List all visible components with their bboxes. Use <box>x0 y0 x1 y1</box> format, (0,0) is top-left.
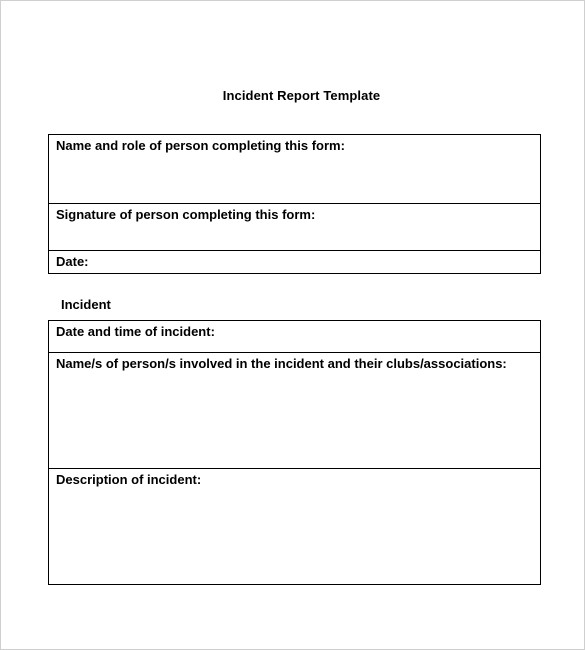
document-title: Incident Report Template <box>222 88 381 103</box>
incident-datetime-label: Date and time of incident: <box>56 324 215 339</box>
incident-heading: Incident <box>61 297 111 312</box>
persons-involved-field[interactable] <box>49 353 540 469</box>
date-field[interactable] <box>49 251 540 273</box>
incident-description-label: Description of incident: <box>56 472 202 487</box>
persons-involved-label: Name/s of person/s involved in the incident and their clubs/associations: <box>56 356 507 371</box>
incident-datetime-field[interactable] <box>49 321 540 353</box>
name-role-field[interactable] <box>49 135 540 204</box>
name-role-label: Name and role of person completing this form: <box>56 138 345 153</box>
date-label: Date: <box>56 254 89 269</box>
incident-description-field[interactable] <box>49 469 540 584</box>
person-details-table <box>48 134 541 274</box>
signature-field[interactable] <box>49 204 540 251</box>
incident-details-table <box>48 320 541 585</box>
signature-label: Signature of person completing this form: <box>56 207 316 222</box>
